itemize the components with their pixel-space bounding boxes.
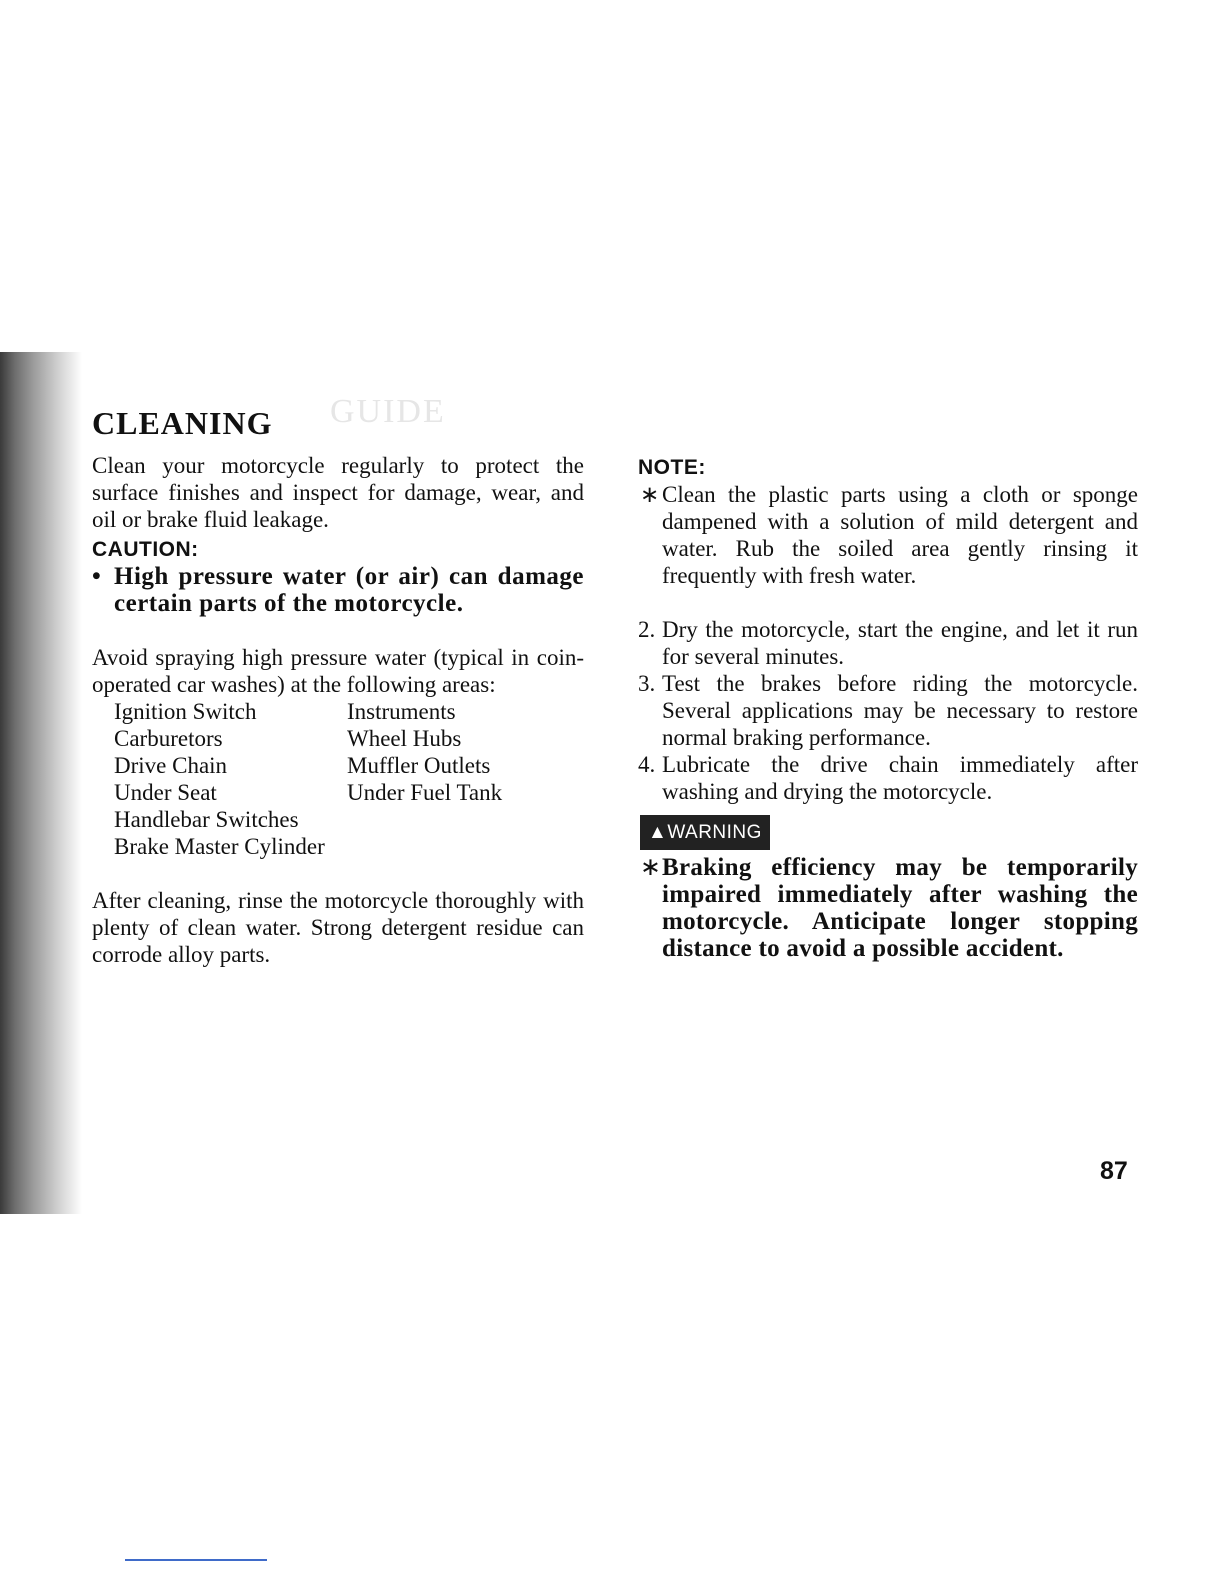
note-text: Clean the plastic parts using a cloth or sponge dampened with a solution of mild detergent and water. Rub the soiled area gently rinsing it frequently with fresh water. bbox=[662, 482, 1138, 588]
warning-text: Braking efficiency may be temporarily impaired immediately after washing the motorcycle. Anticipate longer stopping distance to avoid a possible accident. bbox=[662, 854, 1138, 962]
note-label: NOTE: bbox=[638, 456, 706, 479]
note-item bbox=[638, 481, 1138, 589]
warning-triangle-icon: ▲ bbox=[648, 822, 668, 843]
area-item: Instruments bbox=[347, 699, 456, 724]
step-number: 2. bbox=[638, 617, 656, 642]
area-item: Muffler Outlets bbox=[347, 753, 491, 778]
footer-rule bbox=[125, 1559, 267, 1561]
warning-badge-row bbox=[638, 815, 1138, 850]
areas-column-left bbox=[114, 698, 347, 860]
area-item: Brake Master Cylinder bbox=[114, 834, 325, 859]
page-title: CLEANING bbox=[92, 405, 273, 441]
step-item bbox=[638, 616, 1138, 670]
step-item bbox=[638, 751, 1138, 805]
warning-text-block bbox=[638, 854, 1138, 962]
caution-text-block bbox=[92, 563, 584, 617]
steps-list bbox=[638, 616, 1138, 805]
areas-column-right bbox=[347, 698, 584, 860]
area-item: Carburetors bbox=[114, 726, 223, 751]
step-number: 4. bbox=[638, 752, 656, 777]
right-column bbox=[638, 452, 1138, 962]
asterisk-icon: ∗ bbox=[640, 482, 660, 507]
step-text: Test the brakes before riding the motorcycle. Several applications may be necessary to restore normal braking performance. bbox=[662, 671, 1138, 750]
area-item: Handlebar Switches bbox=[114, 807, 299, 832]
after-cleaning-paragraph: After cleaning, rinse the motorcycle thoroughly with plenty of clean water. Strong detergent residue can corrode alloy parts. bbox=[92, 888, 584, 967]
step-item bbox=[638, 670, 1138, 751]
area-item: Wheel Hubs bbox=[347, 726, 462, 751]
warning-label: WARNING bbox=[667, 822, 762, 843]
area-item: Under Fuel Tank bbox=[347, 780, 503, 805]
bullet-icon: • bbox=[92, 563, 102, 590]
warning-badge bbox=[640, 815, 770, 850]
intro-paragraph: Clean your motorcycle regularly to protect the surface finishes and inspect for damage, wear, and oil or brake fluid leakage. bbox=[92, 453, 584, 532]
area-item: Under Seat bbox=[114, 780, 217, 805]
caution-label: CAUTION: bbox=[92, 538, 199, 561]
area-item: Drive Chain bbox=[114, 753, 228, 778]
step-text: Lubricate the drive chain immediately after washing and drying the motorcycle. bbox=[662, 752, 1138, 804]
step-text: Dry the motorcycle, start the engine, and let it run for several minutes. bbox=[662, 617, 1138, 669]
bleed-through-heading: GUIDE bbox=[330, 393, 446, 430]
avoid-paragraph: Avoid spraying high pressure water (typical in coin-operated car washes) at the following areas: bbox=[92, 645, 584, 697]
page-number: 87 bbox=[1100, 1157, 1128, 1185]
book-spine-shadow bbox=[0, 352, 82, 1214]
left-column bbox=[92, 452, 584, 968]
areas-list bbox=[114, 698, 584, 860]
area-item: Ignition Switch bbox=[114, 699, 257, 724]
caution-text: High pressure water (or air) can damage certain parts of the motorcycle. bbox=[114, 563, 584, 617]
asterisk-icon: ∗ bbox=[640, 854, 662, 881]
step-number: 3. bbox=[638, 671, 656, 696]
